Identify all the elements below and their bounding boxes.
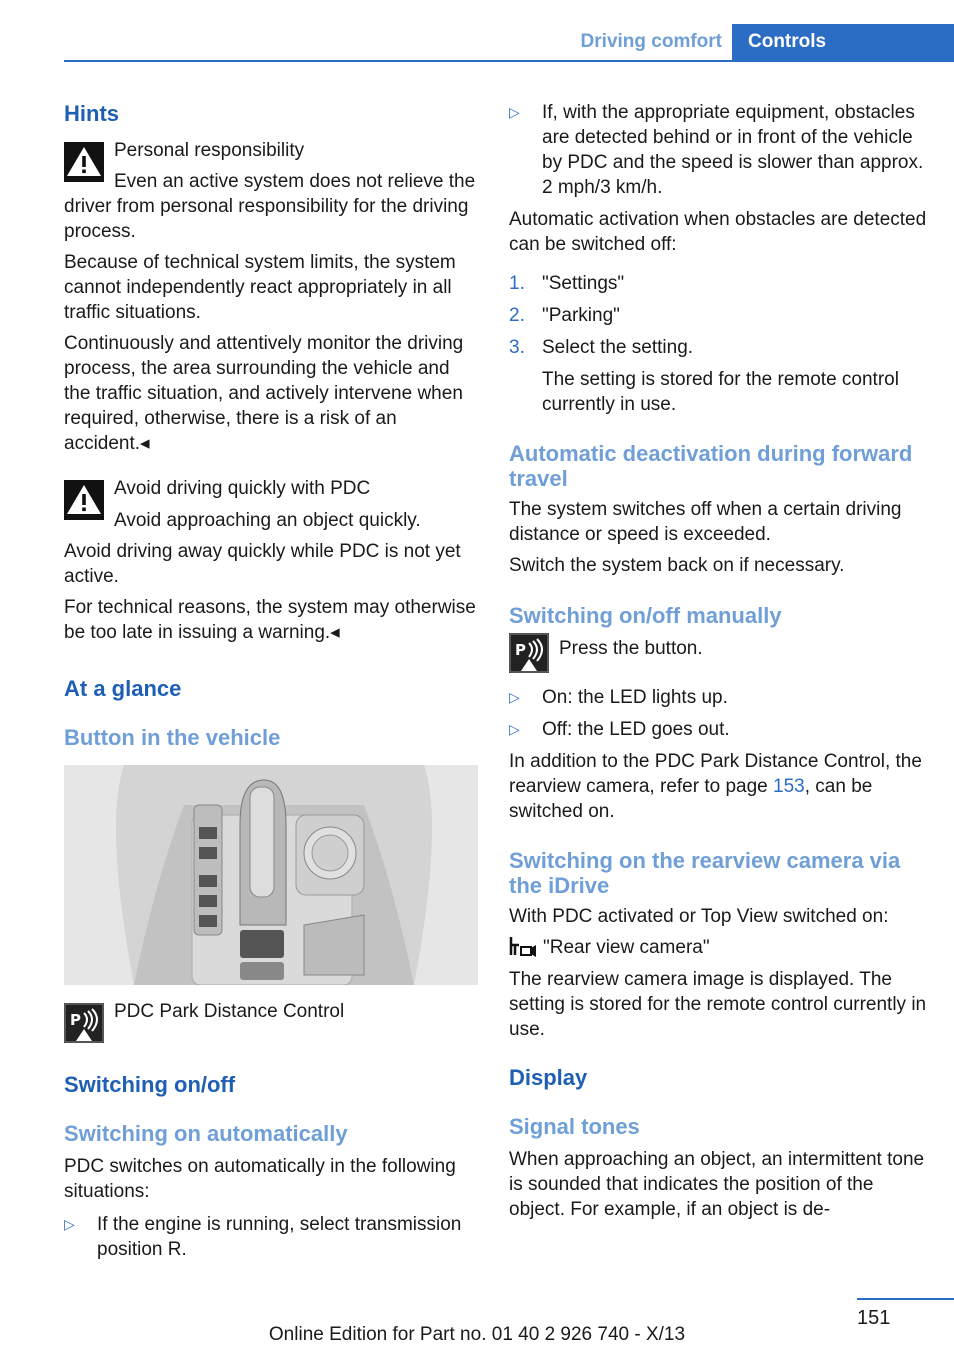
paragraph-monitor: Continuously and attentively monitor the driving process, the area surrounding the vehicle and the traffic situation, and actively intervene when required, otherwise, there is a risk of an accident.◂ (64, 333, 464, 454)
step-item (509, 303, 927, 328)
step-number: 2. (509, 305, 525, 326)
paragraph-idrive: With PDC activated or Top View switched on: (509, 906, 889, 927)
step-number: 1. (509, 273, 525, 294)
paragraph-technical: For technical reasons, the system may otherwise be too late in issuing a warning.◂ (64, 597, 476, 643)
switching-on-off-heading: Switching on/off (64, 1072, 236, 1097)
manual-heading: Switching on/off manually (509, 603, 782, 628)
hints-heading: Hints (64, 101, 119, 126)
step-item (509, 335, 927, 360)
warning-triangle-icon (64, 480, 104, 520)
rear-view-row (509, 935, 927, 960)
camera-text-end: , can be switched on. (509, 776, 873, 822)
triangle-bullet-icon: ▷ (64, 1216, 75, 1232)
warning-text (64, 169, 478, 244)
rear-view-menu-item: "Rear view camera" (543, 937, 710, 958)
bullet-text: Off: the LED goes out. (542, 719, 730, 740)
list-item (509, 100, 927, 200)
warning-title: Avoid driving quickly with PDC (114, 478, 371, 499)
step-item (509, 271, 927, 296)
bullet-text: If the engine is running, select transmission position R. (97, 1214, 462, 1260)
paragraph-away: Avoid driving away quickly while PDC is not yet active. (64, 541, 461, 587)
list-item (509, 685, 927, 710)
paragraph-switch-back: Switch the system back on if necessary. (509, 555, 845, 576)
paragraph-signal: When approaching an object, an intermittent tone is sounded that indicates the position of the object. For example, if an object is de- (509, 1149, 925, 1220)
header-section: Driving comfort (580, 31, 722, 52)
left-column (64, 100, 478, 1269)
pdc-button-icon (64, 1003, 104, 1043)
center-console-photo (64, 765, 478, 985)
at-a-glance-heading: At a glance (64, 676, 182, 701)
page-reference-link[interactable]: 153 (773, 776, 805, 797)
step-text: "Parking" (542, 305, 620, 326)
list-item (509, 717, 927, 742)
header-rule (64, 60, 954, 62)
press-button-text: Press the button. (559, 638, 703, 659)
footer-edition: Online Edition for Part no. 01 40 2 926 740 - X/13 (268, 1324, 686, 1345)
pdc-caption: PDC Park Distance Control (114, 1001, 345, 1022)
paragraph-deactivation: The system switches off when a certain driving distance or speed is exceeded. (509, 499, 902, 545)
step-text: "Settings" (542, 273, 625, 294)
right-column (509, 100, 927, 1228)
paragraph-activation: Automatic activation when obstacles are detected can be switched off: (509, 209, 927, 255)
switching-auto-heading: Switching on automatically (64, 1121, 348, 1146)
warning-body: Even an active system does not relieve the driver from personal responsibility for the driving process. (64, 171, 476, 242)
header-chapter-tab: Controls (732, 24, 954, 60)
camera-text: In addition to the PDC Park Distance Control, the rearview camera, refer to page (509, 751, 922, 797)
footer-rule (857, 1298, 954, 1300)
svg-text:P: P (70, 1011, 81, 1029)
step-text: Select the setting. (542, 337, 694, 358)
paragraph-camera (509, 749, 927, 824)
svg-text:P: P (515, 641, 526, 659)
paragraph-auto: PDC switches on automatically in the following situations: (64, 1156, 456, 1202)
warning-body: Avoid approaching an object quickly. (114, 510, 421, 531)
pdc-button-icon (509, 633, 549, 673)
bullet-text: If, with the appropriate equipment, obstacles are detected behind or in front of the vehicle by PDC and the speed is slower than approx. 2 mph/3 km/h. (542, 102, 924, 198)
warning-block-speed (64, 476, 478, 533)
signal-tones-heading: Signal tones (509, 1114, 640, 1139)
rear-view-camera-icon (509, 935, 537, 959)
list-item (64, 1212, 478, 1262)
display-heading: Display (509, 1065, 588, 1090)
bullet-text: On: the LED lights up. (542, 687, 728, 708)
step-number: 3. (509, 337, 525, 358)
paragraph-limits: Because of technical system limits, the system cannot independently react appropriately in all traffic situations. (64, 252, 456, 323)
pdc-caption-row (64, 999, 478, 1043)
idrive-heading: Switching on the rearview camera via the iDrive (509, 848, 901, 898)
step-note: The setting is stored for the remote control currently in use. (542, 369, 899, 415)
paragraph-displayed: The rearview camera image is displayed. The setting is stored for the remote control currently in use. (509, 969, 927, 1040)
triangle-bullet-icon: ▷ (509, 689, 520, 705)
deactivation-heading: Automatic deactivation during forward travel (509, 441, 913, 491)
triangle-bullet-icon: ▷ (509, 721, 520, 737)
button-in-vehicle-heading: Button in the vehicle (64, 725, 281, 750)
press-button-row (509, 636, 927, 673)
triangle-bullet-icon: ▷ (509, 104, 520, 120)
page-number: 151 (857, 1307, 891, 1329)
warning-title: Personal responsibility (114, 140, 305, 161)
